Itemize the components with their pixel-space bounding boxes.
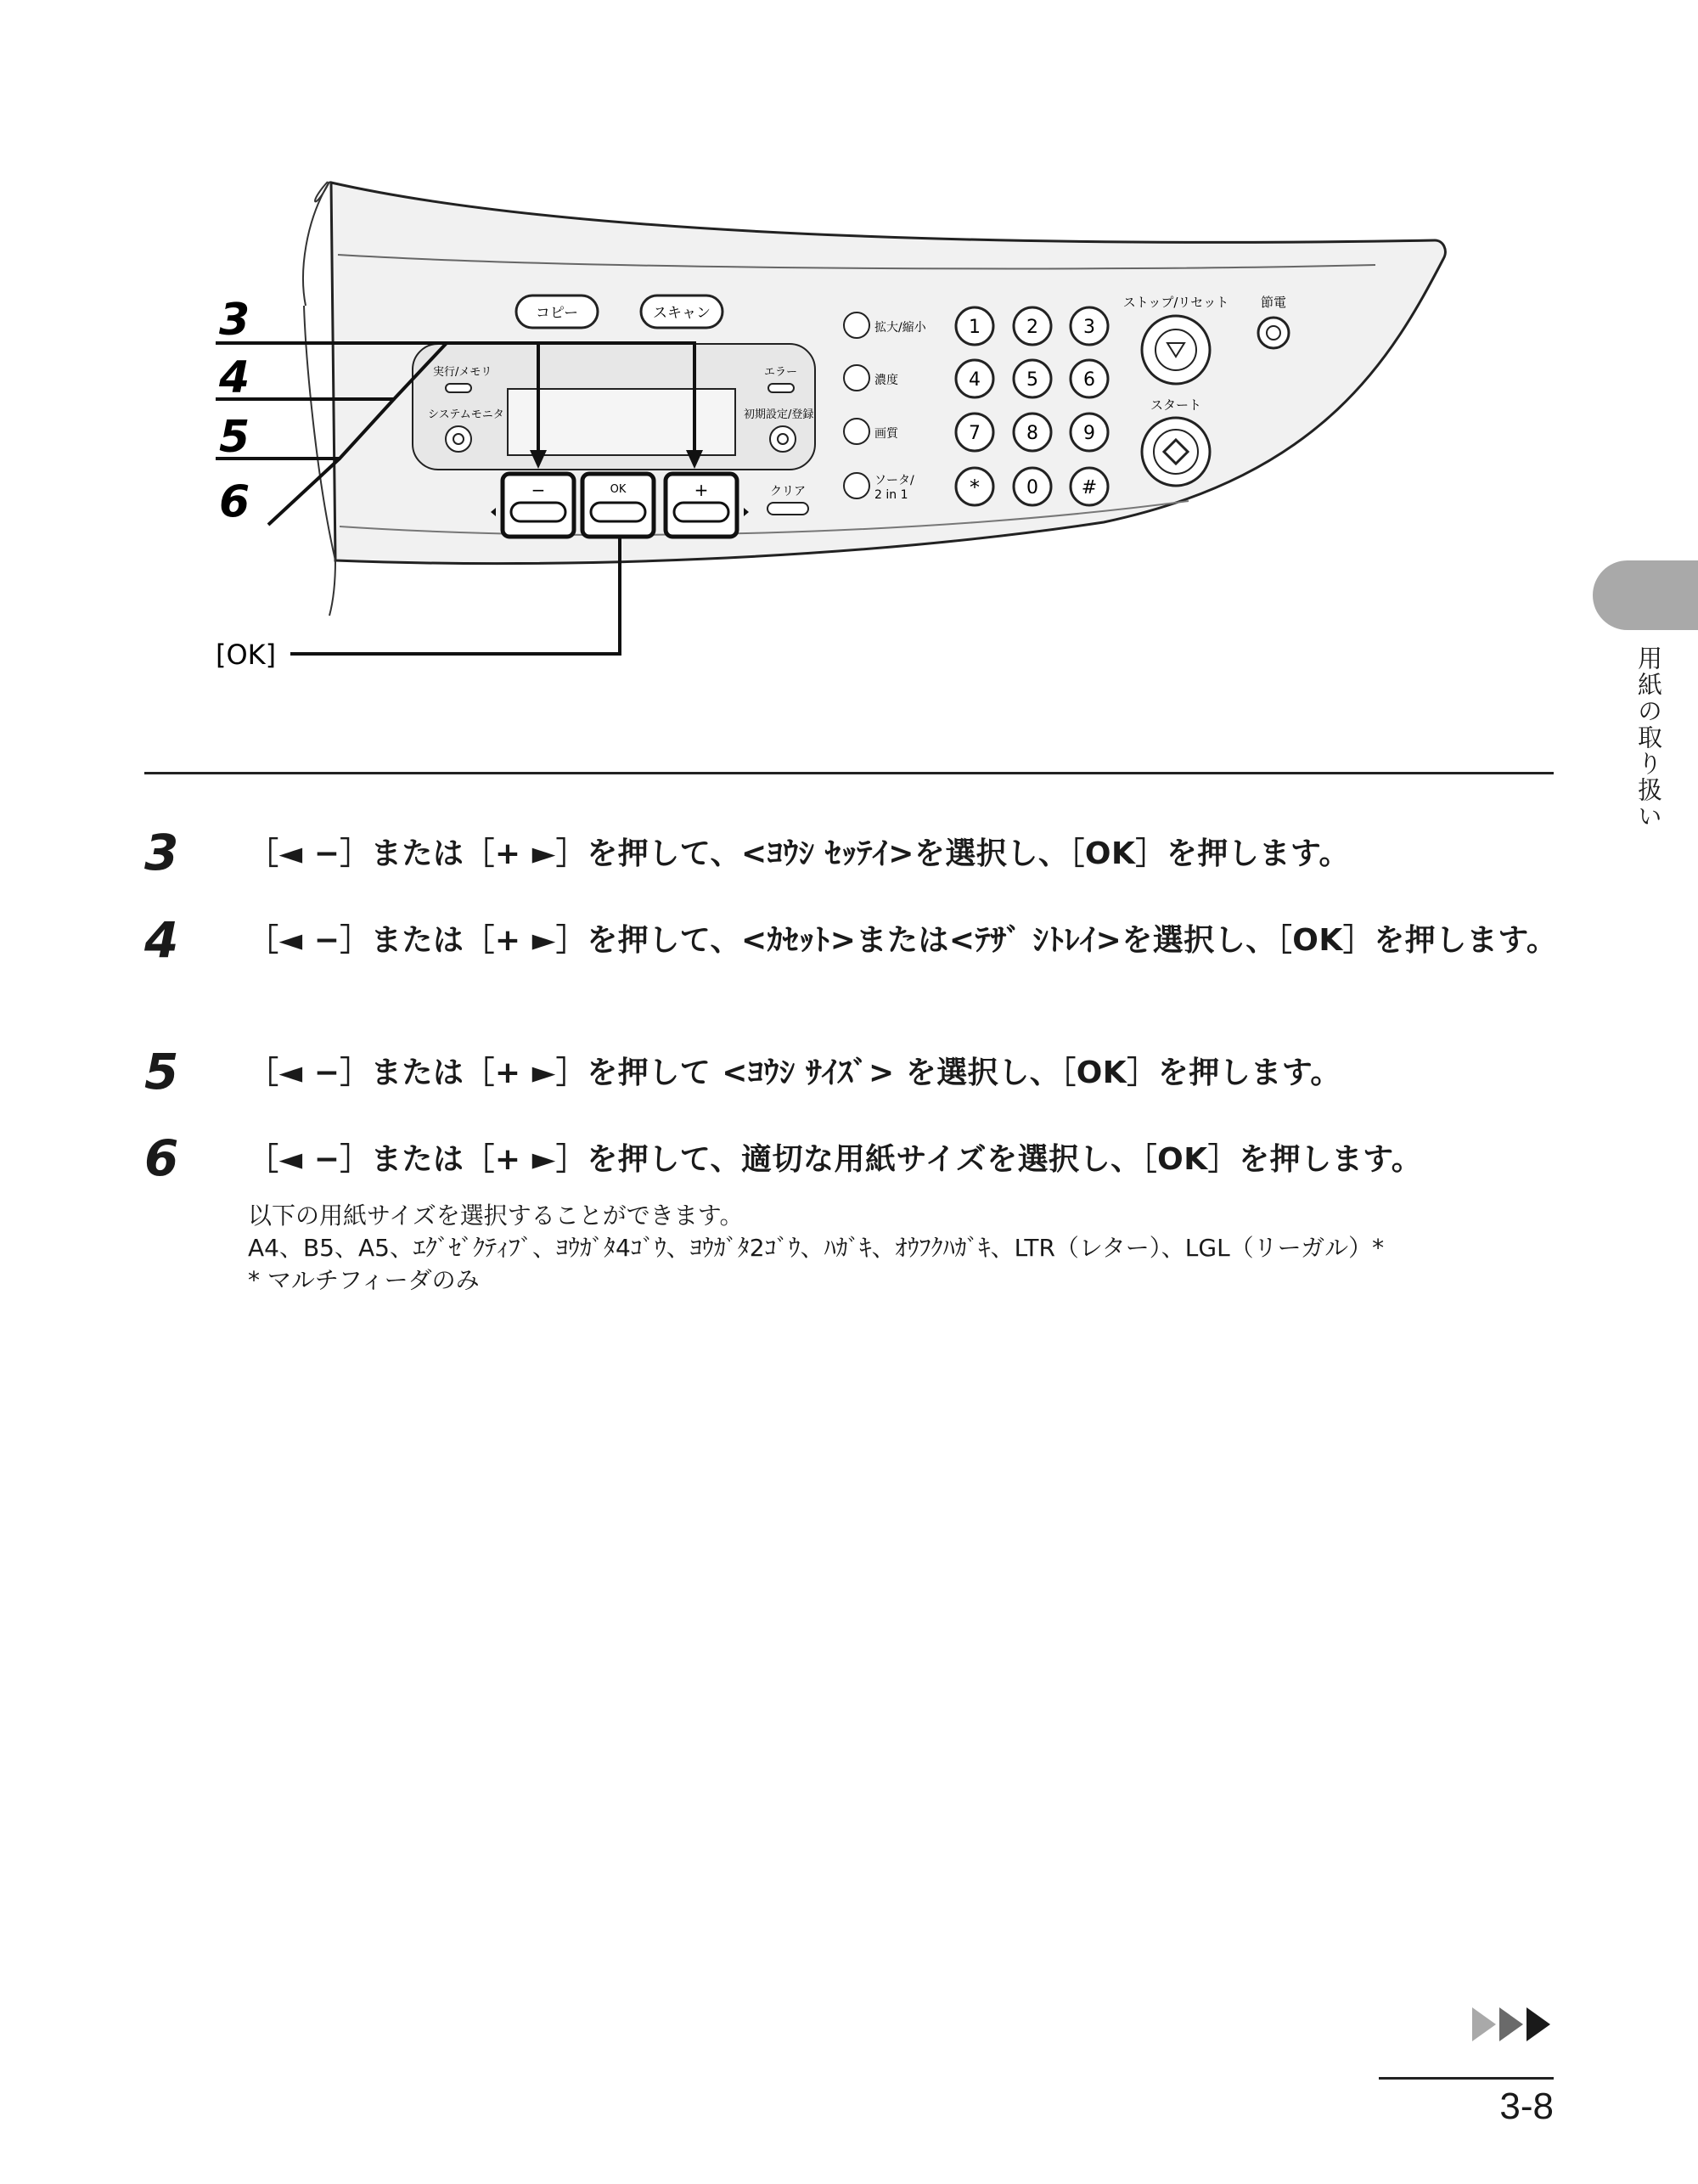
stop-reset-button[interactable] [1142, 316, 1210, 384]
machine-edge-top [315, 182, 329, 201]
sort-button[interactable] [844, 473, 869, 498]
step-number: 3 [144, 824, 179, 881]
figure-step-marker-4: 4 [219, 352, 250, 403]
figure-step-marker-6: 6 [219, 476, 250, 527]
start-label: スタート [1150, 397, 1202, 413]
keypad-key-label: 8 [1026, 423, 1038, 444]
clear-key[interactable] [767, 503, 808, 515]
section-divider [144, 772, 1554, 774]
quality-label: 画質 [874, 427, 898, 441]
step-text: ［◄ −］または［+ ►］を押して、<ﾖｳｼ ｾｯﾃｲ>を選択し、［OK］を押します。 [248, 836, 1351, 871]
machine-edge-lower [329, 560, 335, 616]
keypad-key-label: 9 [1083, 423, 1095, 444]
keypad-key-label: 6 [1083, 369, 1095, 391]
operation-panel-figure [0, 0, 1562, 679]
step-number: 4 [144, 911, 179, 969]
minus-key-label: − [531, 480, 546, 500]
system-monitor-button[interactable] [446, 426, 471, 452]
step-number: 5 [144, 1043, 179, 1100]
energy-saver-label: 節電 [1260, 295, 1287, 310]
stop-reset-label: ストップ/リセット [1122, 295, 1229, 310]
sort-label-line2: 2 in 1 [874, 488, 908, 502]
step-text: ［◄ −］または［+ ►］を押して、<ｶｾｯﾄ>または<ﾃｻﾞ ｼﾄﾚｲ>を選択し、［OK］を押します。 [248, 923, 1558, 958]
energy-saver-button[interactable] [1258, 318, 1289, 348]
keypad-key-label: * [970, 476, 980, 499]
callout-line-6 [268, 459, 340, 525]
start-button[interactable] [1142, 418, 1210, 486]
minus-key[interactable] [511, 503, 565, 521]
step-note: * マルチフィーダのみ [248, 1266, 480, 1294]
step-text: ［◄ −］または［+ ►］を押して、適切な用紙サイズを選択し、［OK］を押します。 [248, 1142, 1423, 1177]
zoom-label: 拡大/縮小 [874, 321, 926, 335]
chapter-tab[interactable] [1593, 560, 1698, 630]
keypad-key-label: 0 [1026, 477, 1038, 498]
ok-key[interactable] [591, 503, 645, 521]
scan-button-label: スキャン [653, 305, 711, 322]
init-register-label: 初期設定/登録 [744, 408, 814, 421]
lcd-display [508, 389, 735, 455]
plus-key-label: + [694, 480, 709, 500]
figure-step-marker-3: 3 [219, 295, 250, 346]
system-monitor-label: システムモニタ [428, 408, 504, 421]
clear-label: クリア [770, 485, 806, 498]
keypad-key-label: # [1081, 477, 1098, 498]
ok-key-label: OK [610, 483, 627, 496]
init-register-button[interactable] [770, 426, 796, 452]
density-button[interactable] [844, 365, 869, 391]
figure-step-marker-5: 5 [219, 412, 250, 463]
step-text: ［◄ −］または［+ ►］を押して <ﾖｳｼ ｻｲｽﾞ> を選択し、［OK］を押します。 [248, 1055, 1341, 1090]
zoom-button[interactable] [844, 312, 869, 338]
keypad-key-label: 5 [1026, 369, 1038, 391]
ok-callout-label: [OK] [216, 639, 277, 671]
step-note: A4、B5、A5、ｴｸﾞｾﾞｸﾃｨﾌﾞ、ﾖｳｶﾞﾀ4ｺﾞｳ、ﾖｳｶﾞﾀ2ｺﾞｳ、ﾊｶﾞｷ、ｵｳﾌｸﾊｶﾞｷ、LTR（レター）、LGL（リーガル）* [248, 1234, 1385, 1262]
step-number: 6 [144, 1129, 179, 1187]
chapter-tab-label: 用紙の取り扱い [1634, 645, 1663, 830]
keypad-key-label: 4 [969, 369, 981, 391]
copy-button-label: コピー [535, 305, 579, 322]
footer-rule [1379, 2077, 1554, 2080]
step-note: 以下の用紙サイズを選択することができます。 [248, 1202, 744, 1230]
keypad-key-label: 7 [969, 423, 981, 444]
quality-button[interactable] [844, 419, 869, 444]
exec-memory-label: 実行/メモリ [433, 366, 492, 379]
exec-memory-lamp [446, 384, 471, 392]
keypad-key-label: 1 [969, 317, 981, 338]
plus-key[interactable] [674, 503, 728, 521]
error-lamp [768, 384, 794, 392]
error-label: エラー [764, 366, 798, 379]
keypad-key-label: 3 [1083, 317, 1095, 338]
sort-label-line1: ソータ/ [874, 474, 914, 487]
page-number: 3-8 [1499, 2085, 1554, 2127]
next-page-arrows-icon[interactable] [1472, 2006, 1554, 2043]
density-label: 濃度 [874, 374, 898, 387]
keypad-key-label: 2 [1026, 317, 1038, 338]
